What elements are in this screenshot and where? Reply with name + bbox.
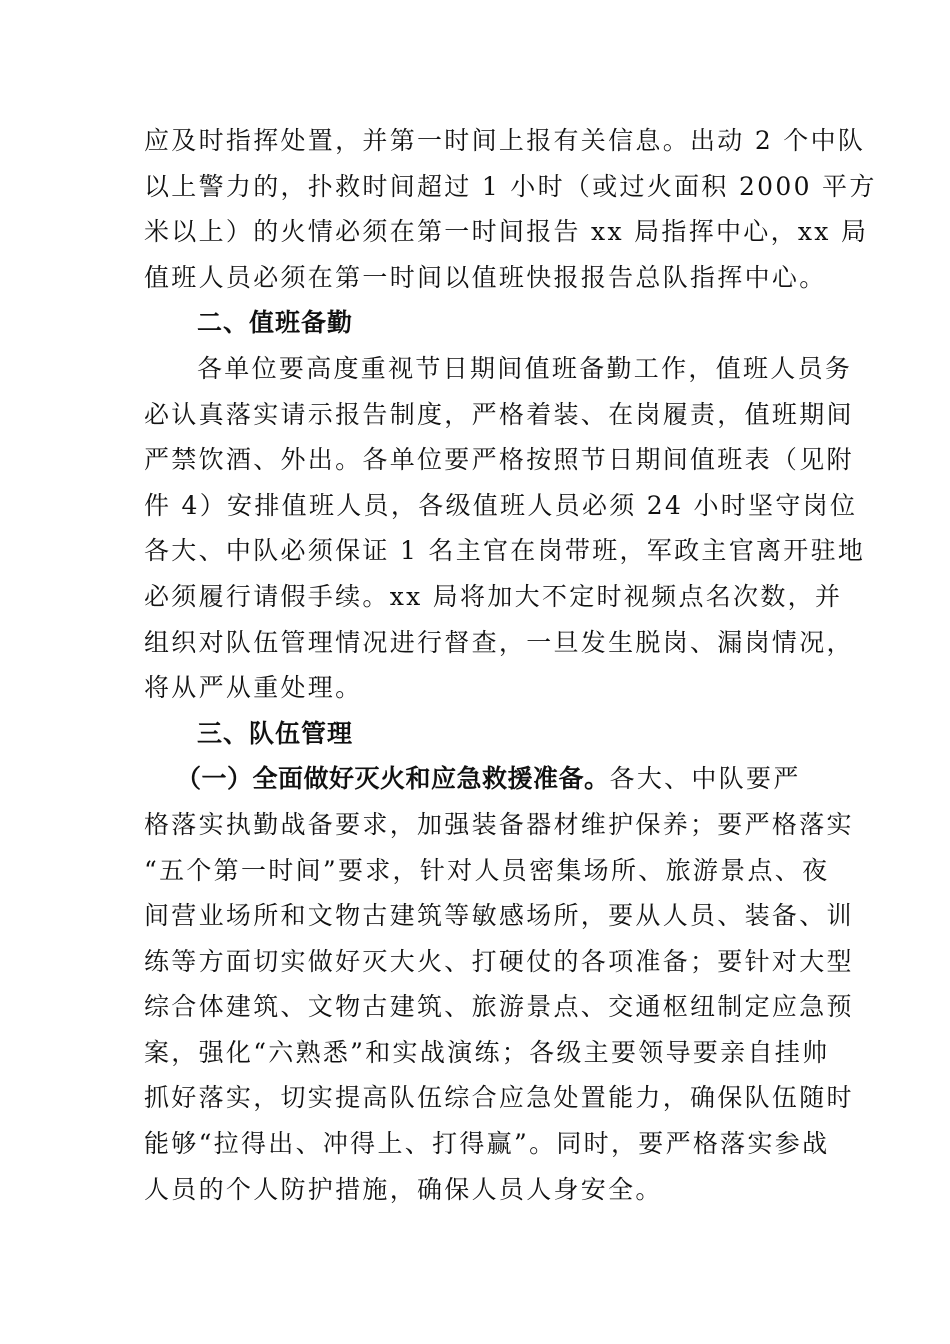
section3-sub1-line-7: 案，强化“六熟悉”和实战演练；各级主要领导要亲自挂帅	[144, 1037, 830, 1067]
section3-sub1-line-5: 练等方面切实做好灭大火、打硬仗的各项准备；要针对大型	[144, 946, 854, 976]
section3-sub1-line-6: 综合体建筑、文物古建筑、旅游景点、交通枢纽制定应急预	[144, 992, 854, 1022]
intro-line-2: 以上警力的，扑救时间超过 1 小时（或过火面积 2000 平方	[144, 171, 877, 201]
intro-line-3: 米以上）的火情必须在第一时间报告 xx 局指挥中心，xx 局	[144, 217, 869, 247]
section2-line-3: 严禁饮酒、外出。各单位要严格按照节日期间值班表（见附	[144, 445, 854, 475]
section3-sub1-line-9: 能够“拉得出、冲得上、打得赢”。同时，要严格落实参战	[144, 1129, 830, 1159]
intro-line-1: 应及时指挥处置，并第一时间上报有关信息。出动 2 个中队	[144, 126, 866, 155]
section2-line-6: 必须履行请假手续。xx 局将加大不定时视频点名次数，并	[144, 581, 843, 611]
section-heading-team: 三、队伍管理	[197, 718, 354, 748]
subheading-firefighting-prep: （一）全面做好灭火和应急救援准备。	[176, 764, 610, 794]
section2-line-5: 各大、中队必须保证 1 名主官在岗带班，军政主官离开驻地	[144, 536, 866, 566]
section2-line-1: 各单位要高度重视节日期间值班备勤工作，值班人员务	[197, 353, 853, 383]
intro-line-4: 值班人员必须在第一时间以值班快报报告总队指挥中心。	[144, 262, 827, 292]
section2-line-8: 将从严从重处理。	[144, 673, 363, 703]
section3-sub1-line-10: 人员的个人防护措施，确保人员人身安全。	[144, 1174, 663, 1204]
section3-sub1-line-1	[144, 756, 812, 802]
section2-line-2: 必认真落实请示报告制度，严格着装、在岗履责，值班期间	[144, 399, 854, 429]
section3-sub1-line-8: 抓好落实，切实提高队伍综合应急处置能力，确保队伍随时	[144, 1083, 854, 1113]
document-body	[144, 118, 877, 1212]
section3-sub1-line-2: 格落实执勤战备要求，加强装备器材维护保养；要严格落实	[144, 809, 854, 839]
section2-line-7: 组织对队伍管理情况进行督查，一旦发生脱岗、漏岗情况，	[144, 627, 854, 657]
section3-sub1-line-3: “五个第一时间”要求，针对人员密集场所、旅游景点、夜	[144, 855, 830, 885]
section3-sub1-line-4: 间营业场所和文物古建筑等敏感场所，要从人员、装备、训	[144, 901, 854, 931]
section2-line-4: 件 4）安排值班人员，各级值班人员必须 24 小时坚守岗位	[144, 490, 858, 520]
section-heading-duty: 二、值班备勤	[197, 308, 354, 338]
section3-sub1-rest: 各大、中队要严	[609, 764, 801, 794]
